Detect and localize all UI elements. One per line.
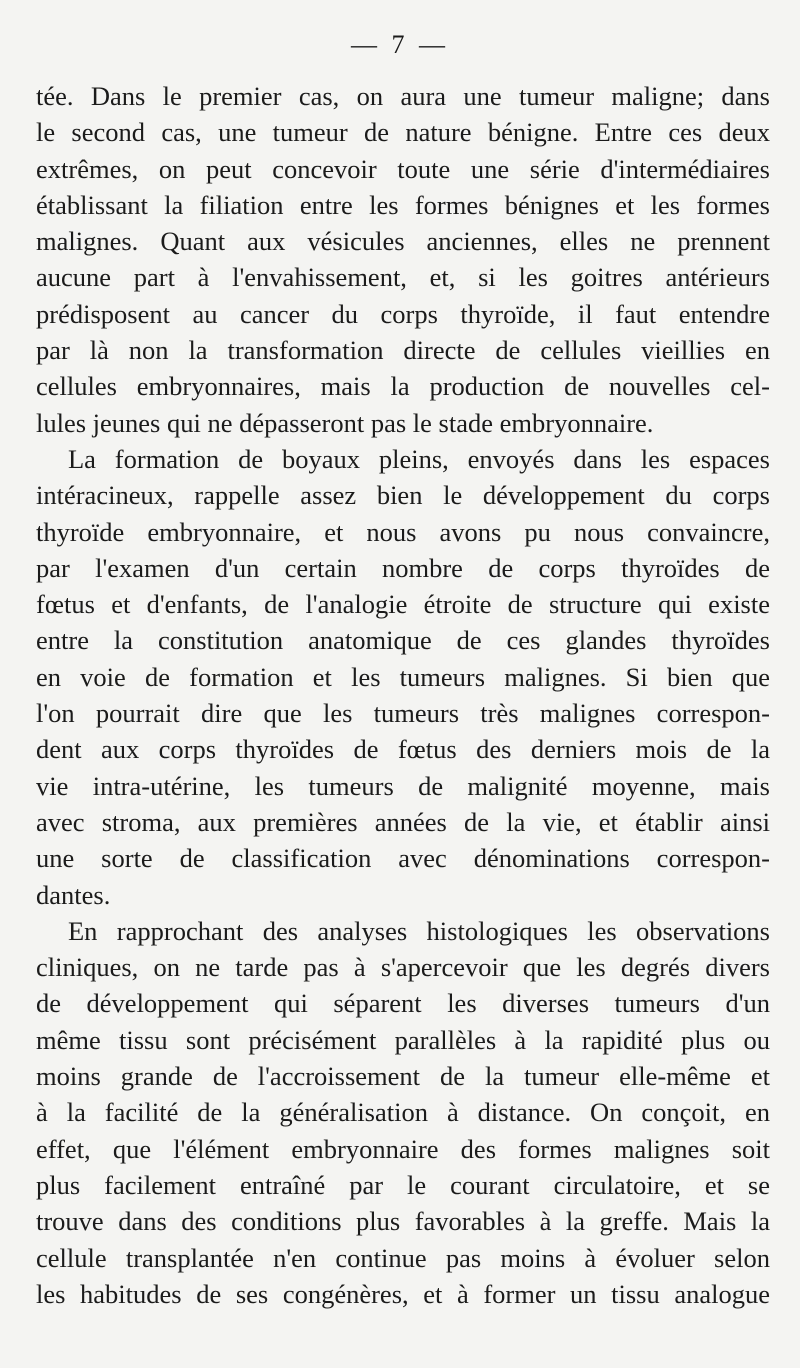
text-line: extrêmes, on peut concevoir toute une série d'intermédiaires: [36, 153, 770, 184]
text-line: dent aux corps thyroïdes de fœtus des derniers mois de la: [36, 734, 770, 765]
text-line: par là non la transformation directe de cellules vieillies en: [36, 335, 770, 366]
text-line: tée. Dans le premier cas, on aura une tumeur maligne; dans: [36, 81, 770, 111]
text-line: avec stroma, aux premières années de la vie, et établir ainsi: [36, 806, 770, 837]
text-line: En rapprochant des analyses histologiques les observations: [68, 915, 770, 946]
page-number: — 7 —: [351, 30, 449, 59]
text-line: le second cas, une tumeur de nature bénigne. Entre ces deux: [36, 117, 770, 148]
text-line: lules jeunes qui ne dépasseront pas le stade embryonnaire.: [36, 407, 654, 438]
text-line: thyroïde embryonnaire, et nous avons pu nous convaincre,: [36, 516, 770, 547]
text-line: à la facilité de la généralisation à distance. On conçoit, en: [36, 1097, 770, 1128]
text-line: malignes. Quant aux vésicules anciennes, elles ne prennent: [36, 226, 770, 257]
text-line: moins grande de l'accroissement de la tumeur elle-même et: [36, 1061, 770, 1092]
text-line: vie intra-utérine, les tumeurs de malignité moyenne, mais: [36, 770, 770, 801]
text-line: en voie de formation et les tumeurs malignes. Si bien que: [36, 661, 770, 692]
body-text: [36, 78, 770, 1312]
text-line: trouve dans des conditions plus favorables à la greffe. Mais la: [36, 1206, 770, 1237]
text-line: établissant la filiation entre les formes bénignes et les formes: [36, 189, 770, 220]
text-line: cliniques, on ne tarde pas à s'apercevoir que les degrés divers: [36, 952, 770, 983]
text-line: par l'examen d'un certain nombre de corps thyroïdes de: [36, 552, 770, 583]
text-line: intéracineux, rappelle assez bien le développement du corps: [36, 480, 770, 511]
text-line: même tissu sont précisément parallèles à la rapidité plus ou: [36, 1024, 770, 1055]
text-line: fœtus et d'enfants, de l'analogie étroite de structure qui existe: [36, 589, 770, 620]
text-line: cellules embryonnaires, mais la production de nouvelles cel-: [36, 371, 770, 402]
text-line: l'on pourrait dire que les tumeurs très malignes correspon-: [36, 698, 770, 729]
text-line: cellule transplantée n'en continue pas moins à évoluer selon: [36, 1242, 770, 1273]
text-line: effet, que l'élément embryonnaire des formes malignes soit: [36, 1133, 770, 1164]
text-line: aucune part à l'envahissement, et, si les goitres antérieurs: [36, 262, 770, 293]
text-line: La formation de boyaux pleins, envoyés dans les espaces: [68, 443, 770, 474]
text-line: les habitudes de ses congénères, et à former un tissu analogue: [36, 1278, 770, 1309]
text-line: de développement qui séparent les diverses tumeurs d'un: [36, 988, 770, 1019]
text-line: dantes.: [36, 879, 111, 910]
text-line: plus facilement entraîné par le courant circulatoire, et se: [36, 1169, 770, 1200]
text-line: une sorte de classification avec dénominations correspon-: [36, 843, 770, 874]
text-line: prédisposent au cancer du corps thyroïde, il faut entendre: [36, 298, 770, 329]
text-line: entre la constitution anatomique de ces glandes thyroïdes: [36, 625, 770, 656]
